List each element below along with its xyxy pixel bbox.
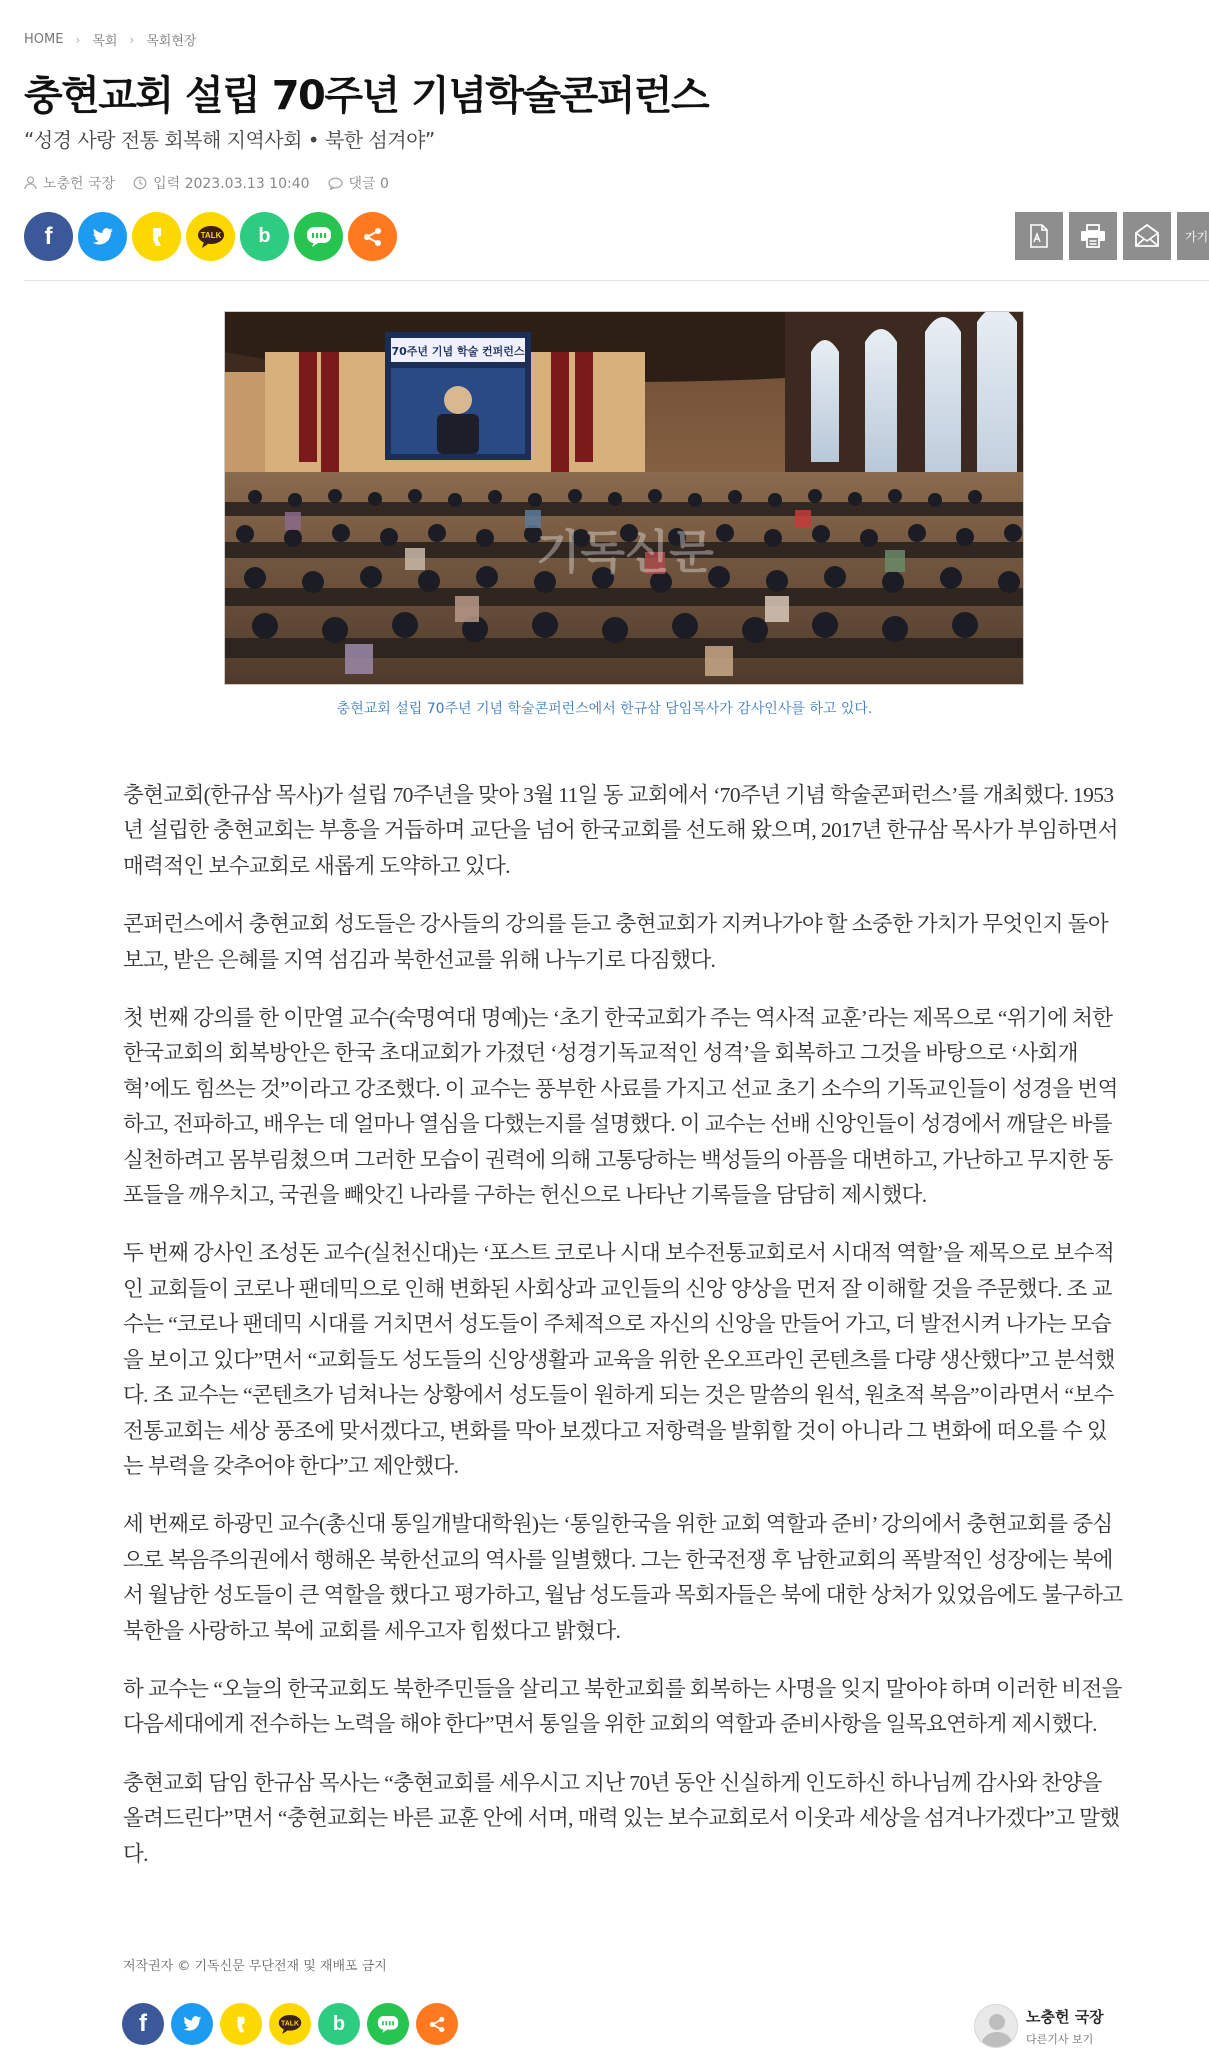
body-paragraph: 콘퍼런스에서 충현교회 성도들은 강사들의 강의를 듣고 충현교회가 지켜나가야 할 소중한 가치가 무엇인지 돌아보고, 받은 은혜를 지역 섬김과 북한선교를 위해 나누기로 다짐했다. xyxy=(123,912,1109,972)
article-tools xyxy=(1009,212,1209,260)
user-icon xyxy=(24,176,37,190)
avatar xyxy=(974,2004,1018,2048)
share-twitter-button[interactable] xyxy=(78,212,127,261)
breadcrumb-home[interactable]: HOME xyxy=(24,32,64,47)
body-paragraph: 두 번째 강사인 조성돈 교수(실천신대)는 ‘포스트 코로나 시대 보수전통교회로서 시대적 역할’을 제목으로 보수적인 교회들이 코로나 팬데믹으로 인해 변화된 사회상과 교인들의 신앙 양상을 먼저 잘 이해할 것을 주문했다. 조 교수는 “코로나 팬데믹 시대를 거치면서 성도들이 주체적으로 자신의 신앙을 만들어 가고, 더 발전시켜 나가는 모습을 보이고 있다”면서 “교회들도 성도들의 신앙생활과 교육을 위한 온오프라인 콘텐츠를 다량 생산했다”고 분석했다. 조 교수는 “콘텐츠가 넘쳐나는 상황에서 성도들이 원하게 되는 것은 말씀의 원석, 원초적 복음”이라면서 “보수전통교회는 세상 풍조에 맞서겠다고, 변화를 막아 보겠다고 저항력을 발휘할 것이 아니라 그 변화에 떠오를 수 있는 부력을 갖추어야 한다”고 제안했다. xyxy=(123,1241,1115,1478)
meta-date xyxy=(133,173,309,193)
article-title: 충현교회 설립 70주년 기념학술콘퍼런스 xyxy=(24,73,709,119)
share-band-button[interactable] xyxy=(240,212,289,261)
kakaostory-icon xyxy=(235,2015,247,2034)
copyright-notice: 저작권자 © 기독신문 무단전재 및 재배포 금지 xyxy=(123,1959,387,1974)
meta-author xyxy=(24,173,115,193)
twitter-icon xyxy=(183,2016,202,2032)
share-more-icon xyxy=(363,227,383,247)
breadcrumb-section[interactable]: 목회 xyxy=(92,34,118,49)
share-twitter-button[interactable] xyxy=(171,2003,213,2045)
body-paragraph: 충현교회 담임 한규삼 목사는 “충현교회를 세우시고 지난 70년 동안 신실하게 인도하신 하나님께 감사와 찬양을 올려드린다”면서 “충현교회는 바른 교훈 안에 서며, 매력 있는 보수교회로서 이웃과 세상을 섬겨나가겠다”고 말했다. xyxy=(123,1770,1120,1866)
print-icon xyxy=(1080,224,1106,248)
email-icon xyxy=(1134,224,1160,248)
share-more-button[interactable] xyxy=(348,212,397,261)
share-band-button[interactable] xyxy=(318,2003,360,2045)
band-icon: b xyxy=(258,225,271,247)
breadcrumb xyxy=(24,30,196,49)
svg-text:TALK: TALK xyxy=(281,2019,299,2027)
font-size-icon xyxy=(1028,224,1050,248)
tool-partial-label: 가기 xyxy=(1185,229,1209,244)
publish-date: 입력 2023.03.13 10:40 xyxy=(153,176,310,192)
author-info xyxy=(1026,2006,1104,2047)
share-facebook-button[interactable] xyxy=(122,2003,164,2045)
share-more-icon xyxy=(429,2016,446,2033)
chevron-right-icon: › xyxy=(129,32,135,47)
article-subtitle: “성경 사랑 전통 회복해 지역사회 • 북한 섬겨야” xyxy=(24,128,435,152)
share-kakaostory-button[interactable] xyxy=(132,212,181,261)
font-size-button[interactable] xyxy=(1015,212,1063,260)
photo-caption: 충현교회 설립 70주년 기념 학술콘퍼런스에서 한규삼 담임목사가 감사인사를 하고 있다. xyxy=(336,701,873,717)
share-bar-bottom xyxy=(122,2003,465,2045)
share-line-button[interactable] xyxy=(367,2003,409,2045)
band-icon: b xyxy=(332,2012,346,2035)
kakaotalk-icon xyxy=(196,225,226,249)
body-paragraph: 충현교회(한규삼 목사)가 설립 70주년을 맞아 3월 11일 동 교회에서 ‘70주년 기념 학술콘퍼런스’를 개최했다. 1953년 설립한 충현교회는 부흥을 거듭하며 교단을 넘어 한국교회를 선도해 왔으며, 2017년 한규삼 목사가 부임하면서 매력적인 보수교회로 새롭게 도약하고 있다. xyxy=(123,783,1118,878)
comment-icon xyxy=(328,177,343,190)
tool-button-partial[interactable] xyxy=(1177,212,1209,260)
body-paragraph: 하 교수는 “오늘의 한국교회도 북한주민들을 살리고 북한교회를 회복하는 사명을 잊지 말아야 하며 이러한 비전을 다음세대에게 전수하는 노력을 해야 한다”면서 통일을 위한 교회의 역할과 준비사항을 일목요연하게 제시했다. xyxy=(123,1676,1122,1737)
twitter-icon xyxy=(92,228,114,246)
body-paragraph: 세 번째로 하광민 교수(총신대 통일개발대학원)는 ‘통일한국을 위한 교회 역할과 준비’ 강의에서 충현교회를 중심으로 복음주의권에서 행해온 북한선교의 역사를 일별했다. 그는 한국전쟁 후 남한교회의 폭발적인 성장에는 북에서 월남한 성도들이 큰 역할을 했다고 평가하고, 월남 성도들과 목회자들은 북에 대한 상처가 있었음에도 불구하고 북한을 사랑하고 북에 교회를 세우고자 힘썼다고 밝혔다. xyxy=(123,1512,1123,1643)
kakaostory-icon xyxy=(150,226,164,248)
email-button[interactable] xyxy=(1123,212,1171,260)
share-kakaostory-button[interactable] xyxy=(220,2003,262,2045)
author-box[interactable] xyxy=(974,2004,1104,2048)
svg-text:기독신문: 기독신문 xyxy=(536,525,714,579)
share-line-button[interactable] xyxy=(294,212,343,261)
share-kakaotalk-button[interactable] xyxy=(186,212,235,261)
share-bar-top xyxy=(24,212,402,261)
share-more-button[interactable] xyxy=(416,2003,458,2045)
header-divider xyxy=(24,280,1209,281)
svg-text:70주년 기념 학술 컨퍼런스: 70주년 기념 학술 컨퍼런스 xyxy=(391,345,525,358)
facebook-icon: f xyxy=(139,2010,147,2037)
article-body xyxy=(123,778,1123,1895)
author-more-link[interactable]: 다른기사 보기 xyxy=(1026,2032,1094,2046)
kakaotalk-icon xyxy=(277,2014,303,2035)
print-button[interactable] xyxy=(1069,212,1117,260)
comment-count[interactable]: 댓글 0 xyxy=(348,176,389,192)
chevron-right-icon: › xyxy=(75,32,81,47)
clock-icon xyxy=(133,176,147,190)
article-meta xyxy=(24,173,407,193)
author-box-name[interactable]: 노충헌 국장 xyxy=(1026,2007,1104,2026)
share-kakaotalk-button[interactable] xyxy=(269,2003,311,2045)
line-icon xyxy=(377,2015,399,2034)
body-paragraph: 첫 번째 강의를 한 이만열 교수(숙명여대 명예)는 ‘초기 한국교회가 주는 역사적 교훈’라는 제목으로 “위기에 처한 한국교회의 회복방안은 한국 초대교회가 가졌던 ‘성경기독교적인 성격’을 회복하고 그것을 바탕으로 ‘사회개혁’에도 힘쓰는 것”이라고 강조했다. 이 교수는 풍부한 사료를 가지고 선교 초기 소수의 기독교인들이 성경을 번역하고, 전파하고, 배우는 데 얼마나 열심을 다했는지를 설명했다. 이 교수는 선배 신앙인들이 성경에서 깨달은 바를 실천하려고 몸부림쳤으며 그러한 모습이 권력에 의해 고통당하는 백성들의 아픔을 대변하고, 가난하고 무지한 동포들을 깨우치고, 국권을 빼앗긴 나라를 구하는 헌신으로 나타난 기록들을 담담히 제시했다. xyxy=(123,1006,1118,1208)
author-name[interactable]: 노충헌 국장 xyxy=(43,176,116,192)
article-photo[interactable] xyxy=(224,311,1024,685)
facebook-icon: f xyxy=(44,222,53,250)
svg-text:TALK: TALK xyxy=(200,230,221,240)
church-conference-photo xyxy=(225,312,1024,685)
breadcrumb-subsection[interactable]: 목회현장 xyxy=(146,34,197,49)
line-icon xyxy=(306,226,332,248)
share-facebook-button[interactable] xyxy=(24,212,73,261)
meta-comments[interactable] xyxy=(328,173,389,193)
